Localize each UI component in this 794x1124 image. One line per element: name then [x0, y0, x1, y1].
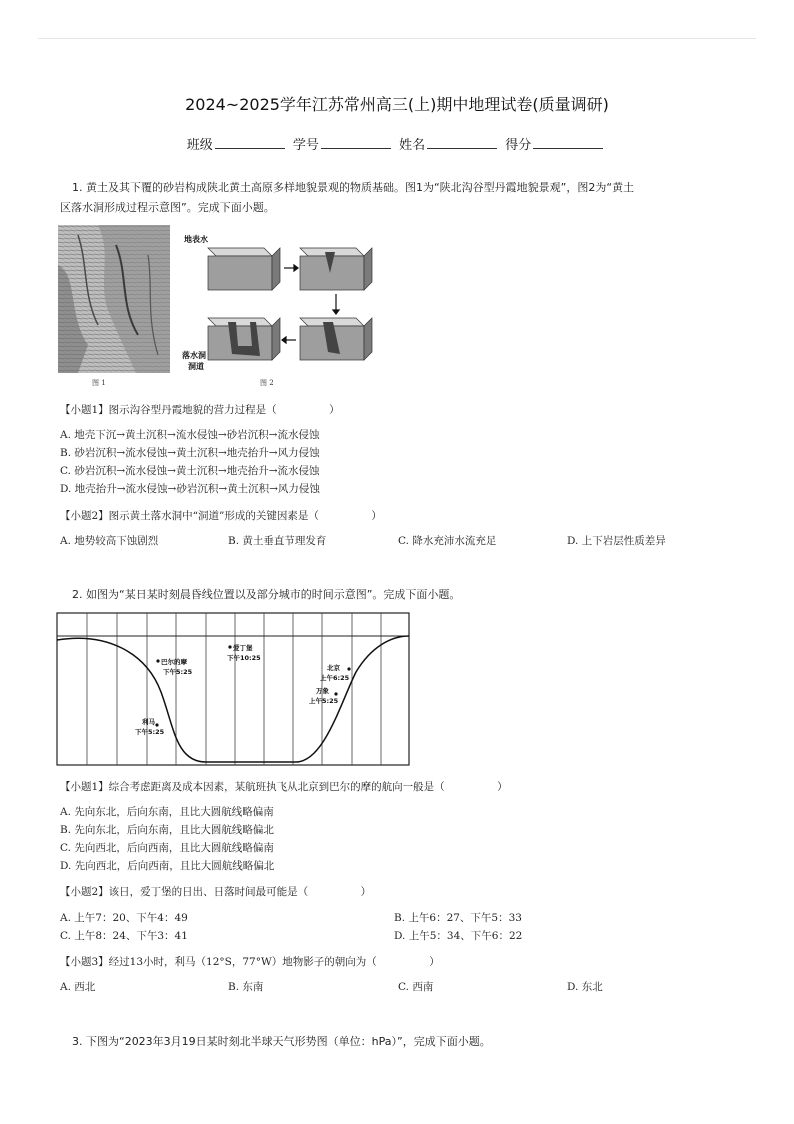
- q2-sub1-option-b[interactable]: B. 先向东北，后向东南，且比大圆航线略偏北: [60, 824, 274, 836]
- q2-sub3-option-d[interactable]: D. 东北: [567, 981, 603, 993]
- class-blank[interactable]: [215, 136, 285, 149]
- name-blank[interactable]: [427, 136, 497, 149]
- fig1-caption: 图 1: [92, 379, 106, 387]
- top-divider: [38, 38, 756, 39]
- q2-sub3-option-a[interactable]: A. 西北: [60, 981, 96, 993]
- name-label: 姓名: [399, 138, 426, 153]
- q2-terminator-figure: [56, 612, 412, 772]
- q1-stem: 1. 黄土及其下覆的砂岩构成陕北黄土高原多样地貌景观的物质基础。图1为“陕北沟谷型丹霞地貌景观”，图2为“黄土 区落水洞形成过程示意图”。完成下面小题。: [60, 181, 635, 214]
- q1-sub1-prompt: 【小题1】图示沟谷型丹霞地貌的营力过程是（ ）: [60, 404, 340, 416]
- q2-sub2-prompt: 【小题2】该日，爱丁堡的日出、日落时间最可能是（ ）: [60, 886, 372, 898]
- q2-sub2-option-a[interactable]: A. 上午7：20、下午4：49: [60, 912, 188, 924]
- block-stage4: [208, 318, 280, 360]
- q1-sub2-option-a[interactable]: A. 地势较高下蚀剧烈: [60, 535, 159, 547]
- score-label: 得分: [505, 138, 532, 153]
- city-vientiane-name: 万象: [316, 687, 329, 695]
- q3-stem: 3. 下图为“2023年3月19日某时刻北半球天气形势图（单位：hPa）”，完成下面小题。: [72, 1035, 491, 1048]
- q2-sub1-prompt: 【小题1】综合考虑距离及成本因素，某航班执飞从北京到巴尔的摩的航向一般是（ ）: [60, 781, 508, 793]
- q1-sub2-prompt: 【小题2】图示黄土落水洞中“洞道”形成的关键因素是（ ）: [60, 510, 382, 522]
- q1-figure2: [180, 228, 380, 394]
- score-blank[interactable]: [533, 136, 603, 149]
- number-blank[interactable]: [321, 136, 391, 149]
- q2-sub2-option-d[interactable]: D. 上午5：34、下午6：22: [394, 930, 523, 942]
- q2-sub1-option-c[interactable]: C. 先向西北，后向西南，且比大圆航线略偏南: [60, 842, 274, 854]
- city-edinburgh-time: 下午10:25: [227, 654, 261, 662]
- q1-sub1-option-a[interactable]: A. 地壳下沉→黄土沉积→流水侵蚀→砂岩沉积→流水侵蚀: [60, 429, 320, 441]
- student-info-line: [0, 134, 794, 153]
- city-beijing-time: 上午6:25: [320, 674, 350, 682]
- city-beijing-name: 北京: [327, 664, 340, 672]
- q1-sub1-option-b[interactable]: B. 砂岩沉积→流水侵蚀→黄土沉积→地壳抬升→风力侵蚀: [60, 447, 320, 459]
- fig2-label-surface-water: 地表水: [184, 235, 208, 244]
- q2-stem: 2. 如图为“某日某时刻晨昏线位置以及部分城市的时间示意图”。完成下面小题。: [72, 588, 461, 601]
- class-label: 班级: [186, 138, 213, 153]
- block-stage2: [300, 248, 372, 290]
- block-stage1: [208, 248, 280, 290]
- q2-sub1-option-d[interactable]: D. 先向西北，后向西南，且比大圆航线略偏北: [60, 860, 275, 872]
- fig2-label-sinkhole: 落水洞: [182, 351, 206, 360]
- q1-sub2-option-b[interactable]: B. 黄土垂直节理发育: [228, 535, 327, 547]
- city-vientiane-time: 上午5:25: [309, 697, 339, 705]
- city-lima-time: 下午5:25: [135, 728, 165, 736]
- city-edinburgh-name: 爱丁堡: [233, 644, 253, 652]
- q2-sub2-option-c[interactable]: C. 上午8：24、下午3：41: [60, 930, 188, 942]
- number-label: 学号: [292, 138, 319, 153]
- q1-sub2-option-c[interactable]: C. 降水充沛水流充足: [398, 535, 497, 547]
- fig2-caption: 图 2: [260, 379, 274, 387]
- city-baltimore-time: 下午5:25: [163, 668, 193, 676]
- exam-title: 2024~2025学年江苏常州高三(上)期中地理试卷(质量调研): [185, 95, 609, 114]
- q1-sub1-option-c[interactable]: C. 砂岩沉积→流水侵蚀→黄土沉积→地壳抬升→流水侵蚀: [60, 465, 320, 477]
- terminator-diagram: [56, 612, 412, 768]
- block-stage3: [300, 318, 372, 360]
- q1-sub1-option-d[interactable]: D. 地壳抬升→流水侵蚀→砂岩沉积→黄土沉积→风力侵蚀: [60, 483, 320, 495]
- sinkhole-process-diagram: [180, 228, 380, 390]
- fig2-label-tunnel: 洞道: [188, 362, 204, 371]
- q2-sub3-option-b[interactable]: B. 东南: [228, 981, 264, 993]
- canyon-photo: [58, 225, 170, 390]
- q1-sub2-option-d[interactable]: D. 上下岩层性质差异: [567, 535, 666, 547]
- city-lima-name: 利马: [142, 718, 155, 726]
- q2-sub2-option-b[interactable]: B. 上午6：27、下午5：33: [394, 912, 522, 924]
- q1-figure1: [58, 225, 170, 394]
- city-baltimore-name: 巴尔的摩: [161, 658, 187, 666]
- q2-sub3-prompt: 【小题3】经过13小时，利马（12°S，77°W）地物影子的朝向为（ ）: [60, 956, 440, 968]
- q2-sub1-option-a[interactable]: A. 先向东北，后向东南，且比大圆航线略偏南: [60, 806, 274, 818]
- q2-sub3-option-c[interactable]: C. 西南: [398, 981, 434, 993]
